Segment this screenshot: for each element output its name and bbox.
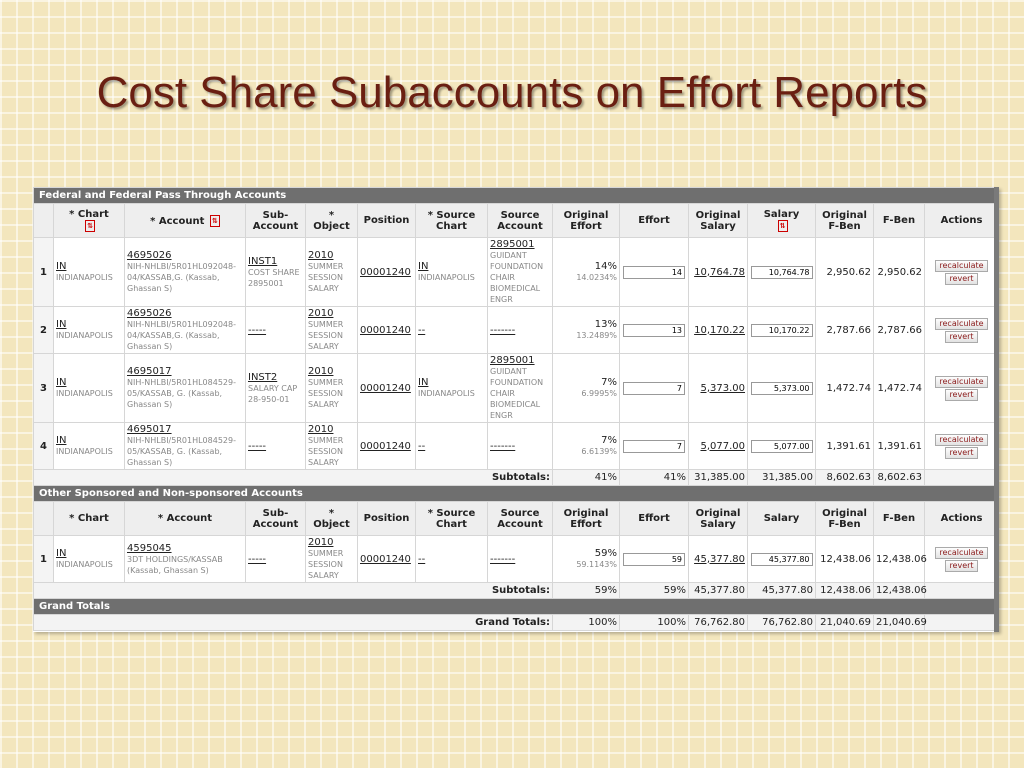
object-link[interactable]: 2010 [308,250,334,261]
original-salary-cell [689,354,748,423]
source-chart-link[interactable]: IN [418,261,429,272]
effort-cell [620,354,689,423]
recalculate-button[interactable]: recalculate [935,547,987,559]
position-link[interactable]: 00001240 [360,553,411,565]
account-link[interactable]: 4695017 [127,366,172,377]
col-object: * Object [306,502,358,536]
chart-name: INDIANAPOLIS [56,389,113,398]
effort-input[interactable] [623,553,685,566]
effort-cell [620,423,689,470]
original-effort-exact: 14.0234% [576,273,617,282]
actions-cell [925,307,999,354]
object-description: SUMMER SESSION SALARY [308,320,344,351]
federal-subtotals-row: Subtotals: 41% 41% 31,385.00 31,385.00 8,602.63 8,602.63 [34,470,999,486]
object-cell [306,354,358,423]
original-effort-cell: 14% 14.0234% [553,238,620,307]
sub-account-description: SALARY CAP 28-950-01 [248,383,298,404]
revert-button[interactable]: revert [945,389,977,401]
source-account-link[interactable]: 2895001 [490,355,535,366]
salary-input[interactable] [751,382,813,395]
account-cell [125,307,246,354]
original-fben-cell: 12,438.06 [816,536,874,583]
effort-table [33,187,999,631]
sub-account-cell [246,536,306,583]
source-account-link[interactable]: ------- [490,440,516,452]
original-effort-exact: 59.1143% [576,560,617,569]
object-description: SUMMER SESSION SALARY [308,262,344,293]
col-original-effort: Original Effort [553,204,620,238]
sub-account-link[interactable]: INST2 [248,371,278,383]
sort-icon[interactable]: ⇅ [778,220,788,232]
table-row [34,423,999,470]
source-chart-link[interactable]: -- [418,553,426,565]
object-cell [306,536,358,583]
sub-account-link[interactable]: ----- [248,324,267,336]
col-effort: Effort [620,502,689,536]
sub-account-link[interactable]: ----- [248,440,267,452]
effort-input[interactable] [623,440,685,453]
chart-name: INDIANAPOLIS [56,273,113,282]
effort-report-panel [33,187,999,632]
recalculate-button[interactable]: recalculate [935,260,987,272]
actions-cell [925,238,999,307]
original-fben-cell: 2,950.62 [816,238,874,307]
original-effort-exact: 13.2489% [576,331,617,340]
original-salary-link[interactable]: 10,170.22 [694,324,745,336]
fben-cell: 2,950.62 [874,238,925,307]
col-fben: F-Ben [874,502,925,536]
col-original-salary: Original Salary [689,204,748,238]
object-cell [306,238,358,307]
position-cell [358,354,416,423]
chart-cell [54,423,125,470]
position-cell [358,536,416,583]
grand-totals-row: Grand Totals: 100% 100% 76,762.80 76,762.80 21,040.69 21,040.69 [34,615,999,631]
original-effort-exact: 6.6139% [581,447,617,456]
original-fben-cell: 2,787.66 [816,307,874,354]
object-link[interactable]: 2010 [308,537,334,548]
salary-input[interactable] [751,324,813,337]
subtotals-label: Subtotals: [34,583,553,599]
sub-account-link[interactable]: ----- [248,553,267,565]
account-description: NIH-NHLBI/5R01HL092048-04/KASSAB,G. (Kassab, Ghassan S) [127,320,236,351]
position-link[interactable]: 00001240 [360,382,411,394]
chart-cell [54,536,125,583]
source-account-description: GUIDANT FOUNDATION CHAIR BIOMEDICAL ENGR [490,367,544,420]
recalculate-button[interactable]: recalculate [935,434,987,446]
row-number: 2 [34,307,54,354]
col-position: Position [358,204,416,238]
col-actions: Actions [925,204,999,238]
source-chart-link[interactable]: IN [418,377,429,388]
sub-account-cell [246,354,306,423]
salary-input[interactable] [751,266,813,279]
col-original-fben: Original F-Ben [816,502,874,536]
chart-name: INDIANAPOLIS [56,560,113,569]
original-salary-link[interactable]: 10,764.78 [694,266,745,278]
sub-account-cell [246,307,306,354]
col-position: Position [358,502,416,536]
col-actions: Actions [925,502,999,536]
actions-cell [925,423,999,470]
account-link[interactable]: 4695026 [127,250,172,261]
chart-link[interactable]: IN [56,377,67,388]
col-account[interactable]: * Account ⇅ [125,204,246,238]
original-salary-link[interactable]: 5,077.00 [700,440,745,452]
scrollbar[interactable] [994,187,999,632]
chart-cell [54,354,125,423]
source-account-description: GUIDANT FOUNDATION CHAIR BIOMEDICAL ENGR [490,251,544,304]
effort-input[interactable] [623,382,685,395]
col-original-salary: Original Salary [689,502,748,536]
source-account-link[interactable]: ------- [490,324,516,336]
effort-input[interactable] [623,324,685,337]
col-object: * Object [306,204,358,238]
table-row [34,354,999,423]
original-effort-cell: 7% 6.9995% [553,354,620,423]
recalculate-button[interactable]: recalculate [935,376,987,388]
revert-button[interactable]: revert [945,560,977,572]
col-source-account: Source Account [488,502,553,536]
col-salary[interactable]: Salary ⇅ [748,204,816,238]
col-source-account: Source Account [488,204,553,238]
row-number: 3 [34,354,54,423]
sub-account-link[interactable]: INST1 [248,255,278,267]
object-cell [306,423,358,470]
object-description: SUMMER SESSION SALARY [308,436,344,467]
col-original-effort: Original Effort [553,502,620,536]
sort-icon[interactable]: ⇅ [210,215,220,227]
col-chart: * Chart [54,502,125,536]
sub-account-description: COST SHARE 2895001 [248,267,300,288]
fben-cell: 1,472.74 [874,354,925,423]
account-cell [125,238,246,307]
revert-button[interactable]: revert [945,331,977,343]
other-column-headers [34,502,999,536]
position-cell [358,307,416,354]
object-description: SUMMER SESSION SALARY [308,378,344,409]
chart-link[interactable]: IN [56,261,67,272]
revert-button[interactable]: revert [945,273,977,285]
col-sub-account: Sub-Account [246,204,306,238]
row-number: 1 [34,536,54,583]
original-salary-cell [689,307,748,354]
source-account-cell [488,354,553,423]
original-salary-cell [689,423,748,470]
object-cell [306,307,358,354]
chart-name: INDIANAPOLIS [56,447,113,456]
account-link[interactable]: 4695017 [127,424,172,435]
source-chart-name: INDIANAPOLIS [418,273,475,282]
effort-cell [620,307,689,354]
col-source-chart: * Source Chart [416,204,488,238]
revert-button[interactable]: revert [945,447,977,459]
position-link[interactable]: 00001240 [360,324,411,336]
table-row [34,536,999,583]
row-number: 4 [34,423,54,470]
col-effort: Effort [620,204,689,238]
chart-link[interactable]: IN [56,319,67,330]
salary-input[interactable] [751,553,813,566]
account-description: NIH-NHLBI/5R01HL084529-05/KASSAB, G. (Kassab, Ghassan S) [127,378,236,409]
original-effort-cell: 59% 59.1143% [553,536,620,583]
chart-name: INDIANAPOLIS [56,331,113,340]
source-chart-cell [416,423,488,470]
source-chart-link[interactable]: -- [418,440,426,452]
account-link[interactable]: 4595045 [127,542,172,554]
original-effort-cell: 13% 13.2489% [553,307,620,354]
col-chart[interactable]: * Chart ⇅ [54,204,125,238]
account-cell [125,354,246,423]
account-description: NIH-NHLBI/5R01HL084529-05/KASSAB, G. (Kassab, Ghassan S) [127,436,236,467]
other-subtotals-row: Subtotals: 59% 59% 45,377.80 45,377.80 12,438.06 12,438.06 [34,583,999,599]
actions-cell [925,354,999,423]
effort-input[interactable] [623,266,685,279]
object-link[interactable]: 2010 [308,308,334,319]
original-effort-cell: 7% 6.6139% [553,423,620,470]
original-salary-link[interactable]: 45,377.80 [694,553,745,565]
account-description: 3DT HOLDINGS/KASSAB (Kassab, Ghassan S) [127,554,223,575]
account-cell [125,536,246,583]
chart-link[interactable]: IN [56,435,67,446]
slide-title: Cost Share Subaccounts on Effort Reports [96,68,928,117]
position-link[interactable]: 00001240 [360,266,411,278]
sub-account-cell [246,423,306,470]
recalculate-button[interactable]: recalculate [935,318,987,330]
section-header-federal: Federal and Federal Pass Through Accounts [34,188,999,204]
salary-cell [748,423,816,470]
table-row [34,238,999,307]
salary-cell [748,307,816,354]
source-chart-cell [416,238,488,307]
original-salary-link[interactable]: 5,373.00 [700,382,745,394]
original-fben-cell: 1,472.74 [816,354,874,423]
original-fben-cell: 1,391.61 [816,423,874,470]
source-chart-cell [416,307,488,354]
original-salary-cell [689,536,748,583]
col-original-fben: Original F-Ben [816,204,874,238]
fben-cell: 1,391.61 [874,423,925,470]
col-salary: Salary [748,502,816,536]
federal-column-headers [34,204,999,238]
col-fben: F-Ben [874,204,925,238]
chart-cell [54,307,125,354]
account-description: NIH-NHLBI/5R01HL092048-04/KASSAB,G. (Kassab, Ghassan S) [127,262,236,293]
effort-cell [620,238,689,307]
row-number: 1 [34,238,54,307]
salary-cell [748,238,816,307]
fben-cell: 12,438.06 [874,536,925,583]
source-chart-cell [416,354,488,423]
col-sub-account: Sub-Account [246,502,306,536]
fben-cell: 2,787.66 [874,307,925,354]
position-link[interactable]: 00001240 [360,440,411,452]
table-row [34,307,999,354]
salary-cell [748,354,816,423]
original-effort-exact: 6.9995% [581,389,617,398]
sub-account-cell [246,238,306,307]
position-cell [358,238,416,307]
salary-input[interactable] [751,440,813,453]
source-chart-name: INDIANAPOLIS [418,389,475,398]
actions-cell [925,536,999,583]
subtotals-label: Subtotals: [34,470,553,486]
source-account-cell [488,238,553,307]
effort-cell [620,536,689,583]
source-chart-link[interactable]: -- [418,324,426,336]
grand-totals-label: Grand Totals: [34,615,553,631]
source-chart-cell [416,536,488,583]
original-salary-cell [689,238,748,307]
object-description: SUMMER SESSION SALARY [308,549,344,580]
source-account-cell [488,536,553,583]
chart-cell [54,238,125,307]
col-source-chart: * Source Chart [416,502,488,536]
source-account-cell [488,307,553,354]
salary-cell [748,536,816,583]
account-cell [125,423,246,470]
source-account-link[interactable]: ------- [490,553,516,565]
position-cell [358,423,416,470]
section-header-grand-totals: Grand Totals [34,599,999,615]
sort-icon[interactable]: ⇅ [85,220,95,232]
source-account-cell [488,423,553,470]
section-header-other: Other Sponsored and Non-sponsored Accounts [34,486,999,502]
account-link[interactable]: 4695026 [127,308,172,319]
col-account: * Account [125,502,246,536]
object-link[interactable]: 2010 [308,366,334,377]
object-link[interactable]: 2010 [308,424,334,435]
source-account-link[interactable]: 2895001 [490,239,535,250]
chart-link[interactable]: IN [56,548,67,559]
